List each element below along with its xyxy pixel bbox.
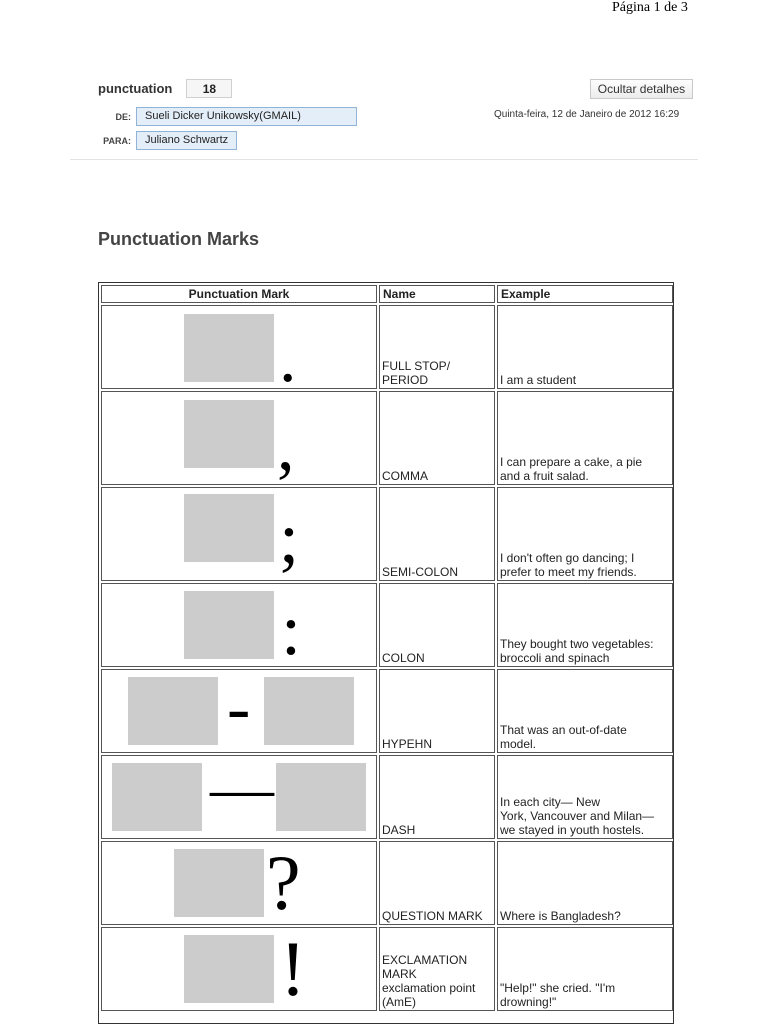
mark-cell (101, 305, 377, 397)
example-cell: "Help!" she cried. "I'm drowning!" (497, 927, 673, 1011)
image-placeholder (264, 677, 354, 745)
email-subject-line (98, 79, 232, 98)
header-mark: Punctuation Mark (101, 285, 377, 303)
name-cell: DASH (379, 755, 495, 839)
email-subject: punctuation (98, 81, 173, 96)
example-cell: I can prepare a cake, a pie and a fruit salad. (497, 391, 673, 485)
image-placeholder (184, 591, 274, 659)
example-cell: I am a student (497, 305, 673, 389)
example-cell: In each city— New York, Vancouver and Milan— we stayed in youth hostels. (497, 755, 673, 839)
email-date: Quinta-feira, 12 de Janeiro de 2012 16:29 (494, 109, 680, 120)
name-cell: EXCLAMATION MARK exclamation point (AmE) (379, 927, 495, 1011)
punctuation-glyph: . (279, 320, 297, 397)
to-row (98, 131, 237, 150)
name-cell: HYPEHN (379, 669, 495, 753)
punctuation-glyph: — (210, 752, 274, 823)
example-cell: They bought two vegetables: broccoli and spinach (497, 583, 673, 667)
from-row (98, 107, 357, 126)
name-cell: FULL STOP/ PERIOD (379, 305, 495, 389)
punctuation-glyph: ; (279, 498, 300, 578)
mark-cell (101, 841, 377, 925)
name-cell: QUESTION MARK (379, 841, 495, 925)
mark-cell (101, 927, 377, 1011)
header-example: Example (497, 285, 673, 303)
mark-cell (101, 752, 377, 839)
header-name: Name (379, 285, 495, 303)
image-placeholder (174, 849, 264, 917)
punctuation-glyph: ! (280, 925, 306, 1012)
name-cell: COMMA (379, 391, 495, 485)
image-placeholder (184, 314, 274, 382)
image-placeholder (184, 935, 274, 1003)
image-placeholder (184, 494, 274, 562)
image-placeholder (112, 763, 202, 831)
mark-cell (101, 487, 377, 581)
mark-cell (101, 583, 377, 670)
sender-chip[interactable]: Sueli Dicker Unikowsky(GMAIL) (136, 107, 357, 126)
punctuation-glyph: ? (266, 839, 301, 926)
name-cell: COLON (379, 583, 495, 667)
example-cell: That was an out-of-date model. (497, 669, 673, 753)
hide-details-button[interactable]: Ocultar detalhes (590, 79, 693, 99)
image-placeholder (184, 400, 274, 468)
header-divider (70, 159, 698, 160)
mark-cell (101, 391, 377, 485)
to-label: PARA: (103, 135, 131, 146)
punctuation-glyph: , (277, 408, 295, 485)
punctuation-glyph: - (227, 670, 251, 747)
image-placeholder (276, 763, 366, 831)
page-number: Página 1 de 3 (612, 0, 688, 15)
name-cell: SEMI-COLON (379, 487, 495, 581)
image-placeholder (128, 677, 218, 745)
message-count-badge: 18 (186, 79, 232, 98)
page-title: Punctuation Marks (98, 229, 260, 249)
mark-cell (101, 669, 377, 753)
recipient-chip[interactable]: Juliano Schwartz (136, 131, 237, 150)
punctuation-glyph: : (281, 590, 302, 670)
example-cell: Where is Bangladesh? (497, 841, 673, 925)
punctuation-table (98, 282, 674, 1024)
example-cell: I don't often go dancing; I prefer to meet my friends. (497, 487, 673, 581)
from-label: DE: (115, 111, 131, 122)
